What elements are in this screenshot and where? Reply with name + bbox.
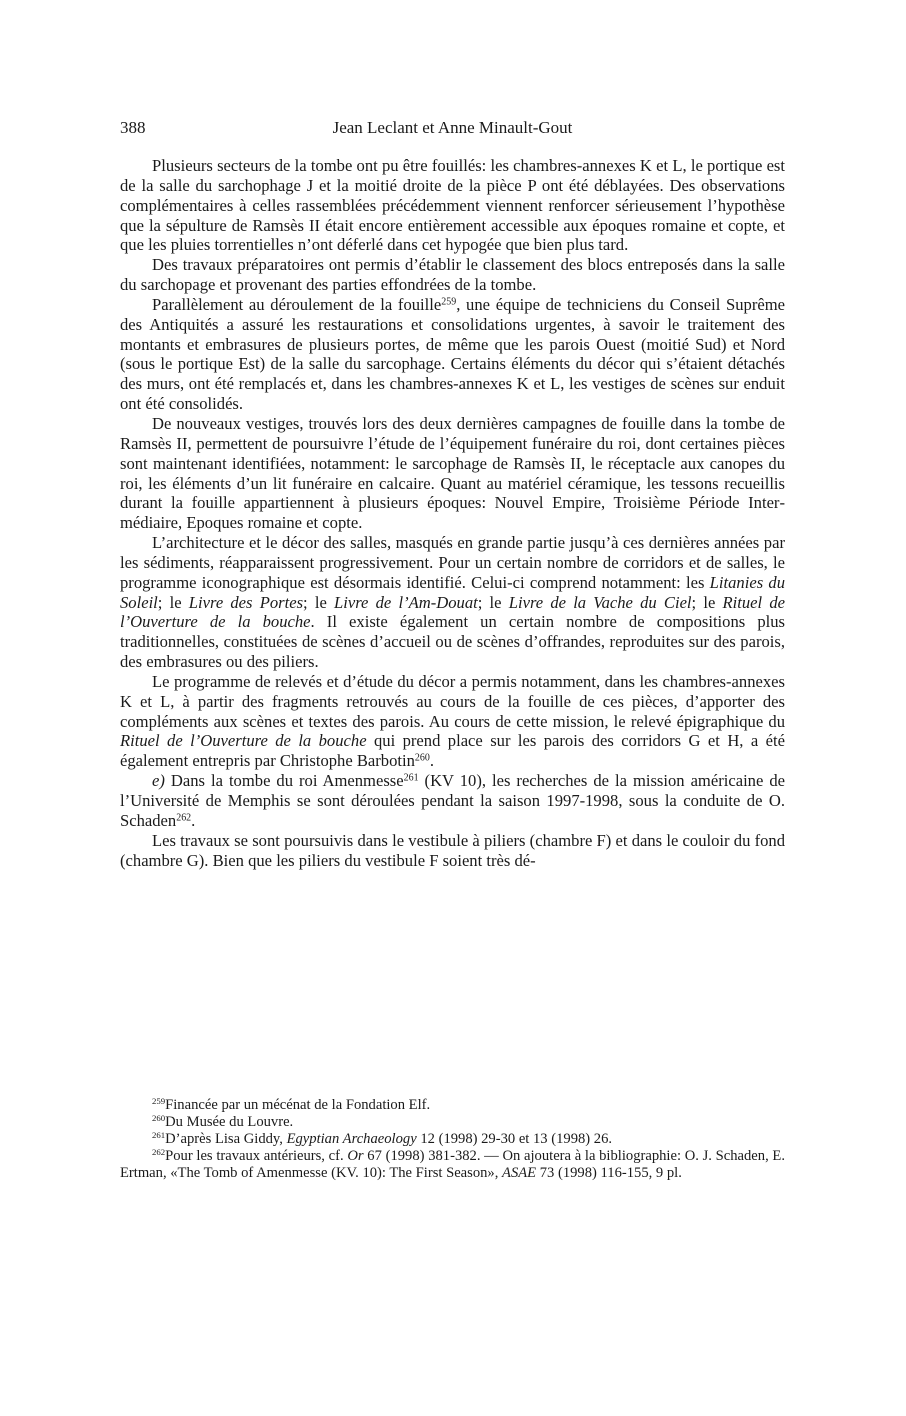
text-run: Parallèlement au déroulement de la fouille [152,294,442,314]
text-run: ; le [477,592,509,612]
footnote-ref[interactable]: 260 [414,752,430,764]
footnote-text: Pour les travaux antérieurs, cf. [165,1148,348,1164]
text-run: . [429,751,435,771]
text-run: , une équipe de techniciens du Conseil Suprême des Antiquités a assuré les restaurations et consolidations urgentes, à savoir le traitement des montants et embrasures de plusieurs portes, de même que les parois Ouest (moitié Sud) et Nord (sous le portique Est) de la salle du sarcophage. Certains éléments du décor qui s’étaient détachés des murs, ont été remplacés et, dans les chambres-annexes K et L, les vestiges de scènes sur enduit ont été consolidés. [120,294,785,414]
paragraph [120,672,785,771]
paragraph: De nouveaux vestiges, trouvés lors des deux dernières campagnes de fouille dans la tombe de Ramsès II, permettent de poursuivre l’étude de l’équipement funéraire du roi, dont certaines pièces sont maintenant identifiées, notamment: le sarcophage de Ramsès II, le réceptacle aux canopes du roi, les éléments d’un lit funéraire en calcaire. Quant au matériel céramique, les tessons recueillis durant la fouille appartiennent à plusieurs époques: Nouvel Empire, Troisième Période Intermédiaire, Epoques romaine et copte. [120,413,785,533]
text-run: ; le [303,592,335,612]
footnote-ref[interactable]: 261 [403,772,419,784]
paragraph [120,533,785,672]
paragraph [120,295,785,414]
paragraph [120,771,785,831]
footnote-text: 67 (1998) 381-382. — On ajoutera à la bibliographie: O. J. Schaden, E. Ertman, «The Tomb of Amenmesse (KV. 10): The First Season», [120,1148,785,1181]
section-label: e) [152,771,165,791]
journal-title: Egyptian Archaeology [286,1131,417,1147]
footnote-number: 261 [152,1130,166,1141]
italic-title: Livre des Portes [188,592,304,612]
footnote [120,1148,785,1182]
text-run: L’architecture et le décor des salles, masqués en grande partie jusqu’à ces dernières années par les sédiments, réapparaissent progressivement. Pour un certain nombre de corridors et de salles, le programme iconographique est désormais identifié. Celui-ci comprend notamment: les [120,533,785,592]
footnote-number: 260 [152,1113,166,1124]
main-text [120,156,785,870]
text-run: Dans la tombe du roi Amenmesse [164,771,404,791]
text-run: qui prend place sur les parois des corridors G et H, a été également entrepris par Christophe Barbotin [120,731,785,771]
text-run: . [191,810,196,830]
italic-title: Livre de la Vache du Ciel [508,592,692,612]
paragraph: Plusieurs secteurs de la tombe ont pu être fouillés: les chambres-annexes K et L, le portique est de la salle du sarchophage J et la moitié droite de la pièce P ont été déblayées. Des observations complémentaires à celles rassemblées précédemment viennent renforcer sérieusement l’hypothèse que la sépulture de Ramsès II était encore entièrement accessible aux époques romaine et copte, et que les pluies torrentielles n’ont déferlé dans cet hypogée que bien plus tard. [120,156,785,255]
footnote-text: Financée par un mécénat de la Fondation Elf. [165,1097,431,1113]
text-run: ; le [157,592,189,612]
footnote [120,1114,785,1131]
footnote-text: 73 (1998) 116-155, 9 pl. [536,1165,682,1181]
footnote-text: 12 (1998) 29-30 et 13 (1998) 26. [416,1131,613,1147]
footnote-ref[interactable]: 262 [176,812,192,824]
italic-title: Rituel de l’Ouverture de la bouche [120,592,786,632]
text-run: ; le [691,592,723,612]
journal-title: Or [347,1148,364,1164]
text-run: Le programme de relevés et d’étude du décor a permis notamment, dans les chambres-annexes K et L, à partir des fragments retrouvés au cours de la fouille de ces pièces, d’apporter des compléments aux scènes et textes des parois. Au cours de cette mission, le relevé épigraphique du [120,671,785,731]
text-run: . Il existe également un certain nombre de compositions plus traditionnelles, constituées de scènes d’accueil ou de scènes d’offrandes, reproduites sur des parois, des embrasures ou des piliers. [120,612,785,672]
running-title: Jean Leclant et Anne Minault-Gout [332,118,573,137]
journal-title: ASAE [502,1165,537,1181]
page-number: 388 [120,118,146,137]
footnote-number: 259 [152,1096,166,1107]
italic-title: Livre de l’Am-Douat [334,592,478,612]
footnotes [120,1097,785,1182]
paragraph: Des travaux préparatoires ont permis d’établir le classement des blocs entreposés dans la salle du sarchopage et provenant des parties effondrées de la tombe. [120,255,785,295]
footnote [120,1097,785,1114]
paragraph: Les travaux se sont poursuivis dans le vestibule à piliers (chambre F) et dans le couloir du fond (chambre G). Bien que les piliers du vestibule F soient très dé- [120,830,785,870]
text-run: (KV 10), les recherches de la mission américaine de l’Université de Memphis se sont déroulées pendant la saison 1997-1998, sous la conduite de O. Schaden [120,771,785,830]
footnote-ref[interactable]: 259 [441,296,457,308]
footnote-text: Du Musée du Louvre. [165,1114,294,1130]
italic-title: Litanies du Soleil [120,572,785,612]
footnote [120,1131,785,1148]
page-header [120,118,785,138]
footnote-number: 262 [152,1147,166,1158]
italic-title: Rituel de l’Ouverture de la bouche [120,731,367,751]
footnote-text: D’après Lisa Giddy, [165,1131,287,1147]
